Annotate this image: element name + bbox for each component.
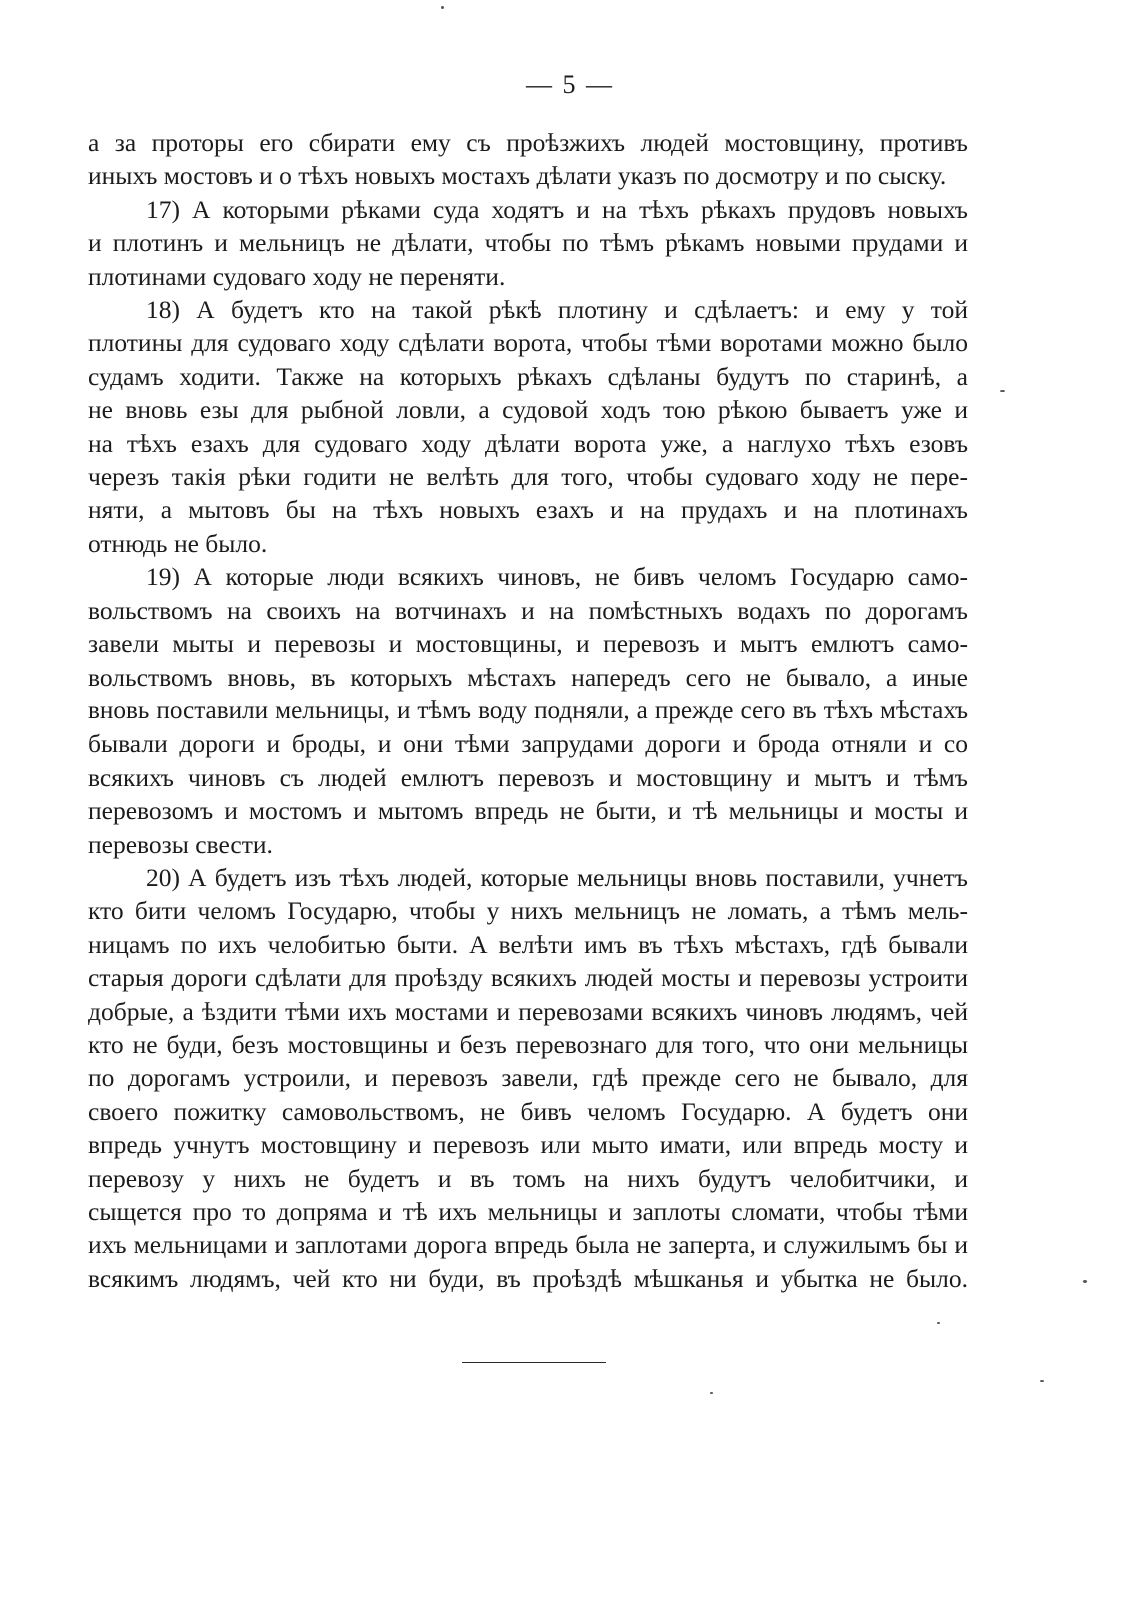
text-line: перевозу у нихъ не будетъ и въ томъ на нихъ будутъ челобитчики, и — [88, 1163, 968, 1193]
text-line: ницамъ по ихъ челобитью быти. А велѣти имъ въ тѣхъ мѣстахъ, гдѣ бывали — [88, 929, 968, 959]
text-line: по дорогамъ устроили, и перевозъ завели, гдѣ прежде сего не бывало, для — [88, 1063, 968, 1093]
text-line: плотинами судоваго ходу не переняти. — [88, 261, 506, 291]
text-line: старыя дороги сдѣлати для проѣзду всякихъ людей мосты и перевозы устроити — [88, 963, 968, 993]
text-line: 19) А которые люди всякихъ чиновъ, не бивъ челомъ Государю само- — [146, 562, 968, 592]
text-line: всякимъ людямъ, чей кто ни буди, въ проѣздѣ мѣшканья и убытка не было. — [88, 1263, 968, 1293]
scan-speck — [1000, 390, 1005, 392]
scan-speck — [937, 1322, 940, 1324]
text-line: добрые, а ѣздити тѣми ихъ мостами и перевозами всякихъ чиновъ людямъ, чей — [88, 996, 968, 1026]
text-line: судамъ ходити. Также на которыхъ рѣкахъ сдѣланы будутъ по старинѣ, а — [88, 361, 968, 391]
text-line: своего пожитку самовольствомъ, не бивъ челомъ Государю. А будетъ они — [88, 1096, 968, 1126]
scan-speck — [710, 1392, 713, 1394]
scan-speck — [1083, 1280, 1087, 1283]
text-line: перевозы свести. — [88, 829, 273, 859]
text-line: 17) А которыми рѣками суда ходятъ и на тѣхъ рѣкахъ прудовъ новыхъ — [146, 194, 968, 224]
text-line: няти, а мытовъ бы на тѣхъ новыхъ езахъ и на прудахъ и на плотинахъ — [88, 495, 968, 525]
text-line: иныхъ мостовъ и о тѣхъ новыхъ мостахъ дѣлати указъ по досмотру и по сыску. — [88, 161, 947, 191]
text-line: 20) А будетъ изъ тѣхъ людей, которые мельницы вновь поставили, учнетъ — [146, 862, 968, 892]
text-line: завели мыты и перевозы и мостовщины, и перевозъ и мытъ емлютъ само- — [88, 629, 968, 659]
text-line: кто не буди, безъ мостовщины и безъ перевознаго для того, что они мельницы — [88, 1029, 968, 1059]
text-line: на тѣхъ езахъ для судоваго ходу дѣлати ворота уже, а наглухо тѣхъ езовъ — [88, 428, 968, 458]
text-line: кто бити челомъ Государю, чтобы у нихъ мельницъ не ломать, а тѣмъ мель- — [88, 896, 968, 926]
section-end-rule — [462, 1362, 606, 1363]
text-line: отнюдь не было. — [88, 528, 268, 558]
text-line: ихъ мельницами и заплотами дорога впредь была не заперта, и служилымъ бы и — [88, 1230, 968, 1260]
text-line: а за проторы его сбирати ему съ проѣзжихъ людей мостовщину, противъ — [88, 128, 968, 157]
text-line: вновь поставили мельницы, и тѣмъ воду подняли, а прежде сего въ тѣхъ мѣстахъ — [88, 696, 968, 724]
text-line: сыщется про то допряма и тѣ ихъ мельницы и заплоты сломати, чтобы тѣми — [88, 1197, 968, 1226]
text-line: бывали дороги и броды, и они тѣми запрудами дороги и брода отняли и со — [88, 729, 968, 759]
text-line: черезъ такія рѣки годити не велѣть для того, чтобы судоваго ходу не пере- — [88, 462, 968, 492]
text-line: впредь учнутъ мостовщину и перевозъ или мыто имати, или впредь мосту и — [88, 1130, 968, 1160]
scan-speck — [441, 6, 444, 9]
text-line: и плотинъ и мельницъ не дѣлати, чтобы по тѣмъ рѣкамъ новыми прудами и — [88, 228, 968, 258]
text-line: вольствомъ на своихъ на вотчинахъ и на помѣстныхъ водахъ по дорогамъ — [88, 595, 968, 625]
body-text — [88, 126, 968, 1295]
text-line: перевозомъ и мостомъ и мытомъ впредь не быти, и тѣ мельницы и мосты и — [88, 796, 968, 826]
text-line: вольствомъ вновь, въ которыхъ мѣстахъ напередъ сего не бывало, а иные — [88, 662, 968, 692]
scan-speck — [1040, 1380, 1044, 1382]
page-number: — 5 — — [526, 70, 614, 99]
text-line: не вновь езы для рыбной ловли, а судовой ходъ тою рѣкою бываетъ уже и — [88, 395, 968, 425]
text-line: 18) А будетъ кто на такой рѣкѣ плотину и сдѣлаетъ: и ему у той — [146, 295, 968, 325]
text-line: всякихъ чиновъ съ людей емлютъ перевозъ и мостовщину и мытъ и тѣмъ — [88, 762, 968, 792]
text-line: плотины для судоваго ходу сдѣлати ворота, чтобы тѣми воротами можно было — [88, 328, 968, 358]
